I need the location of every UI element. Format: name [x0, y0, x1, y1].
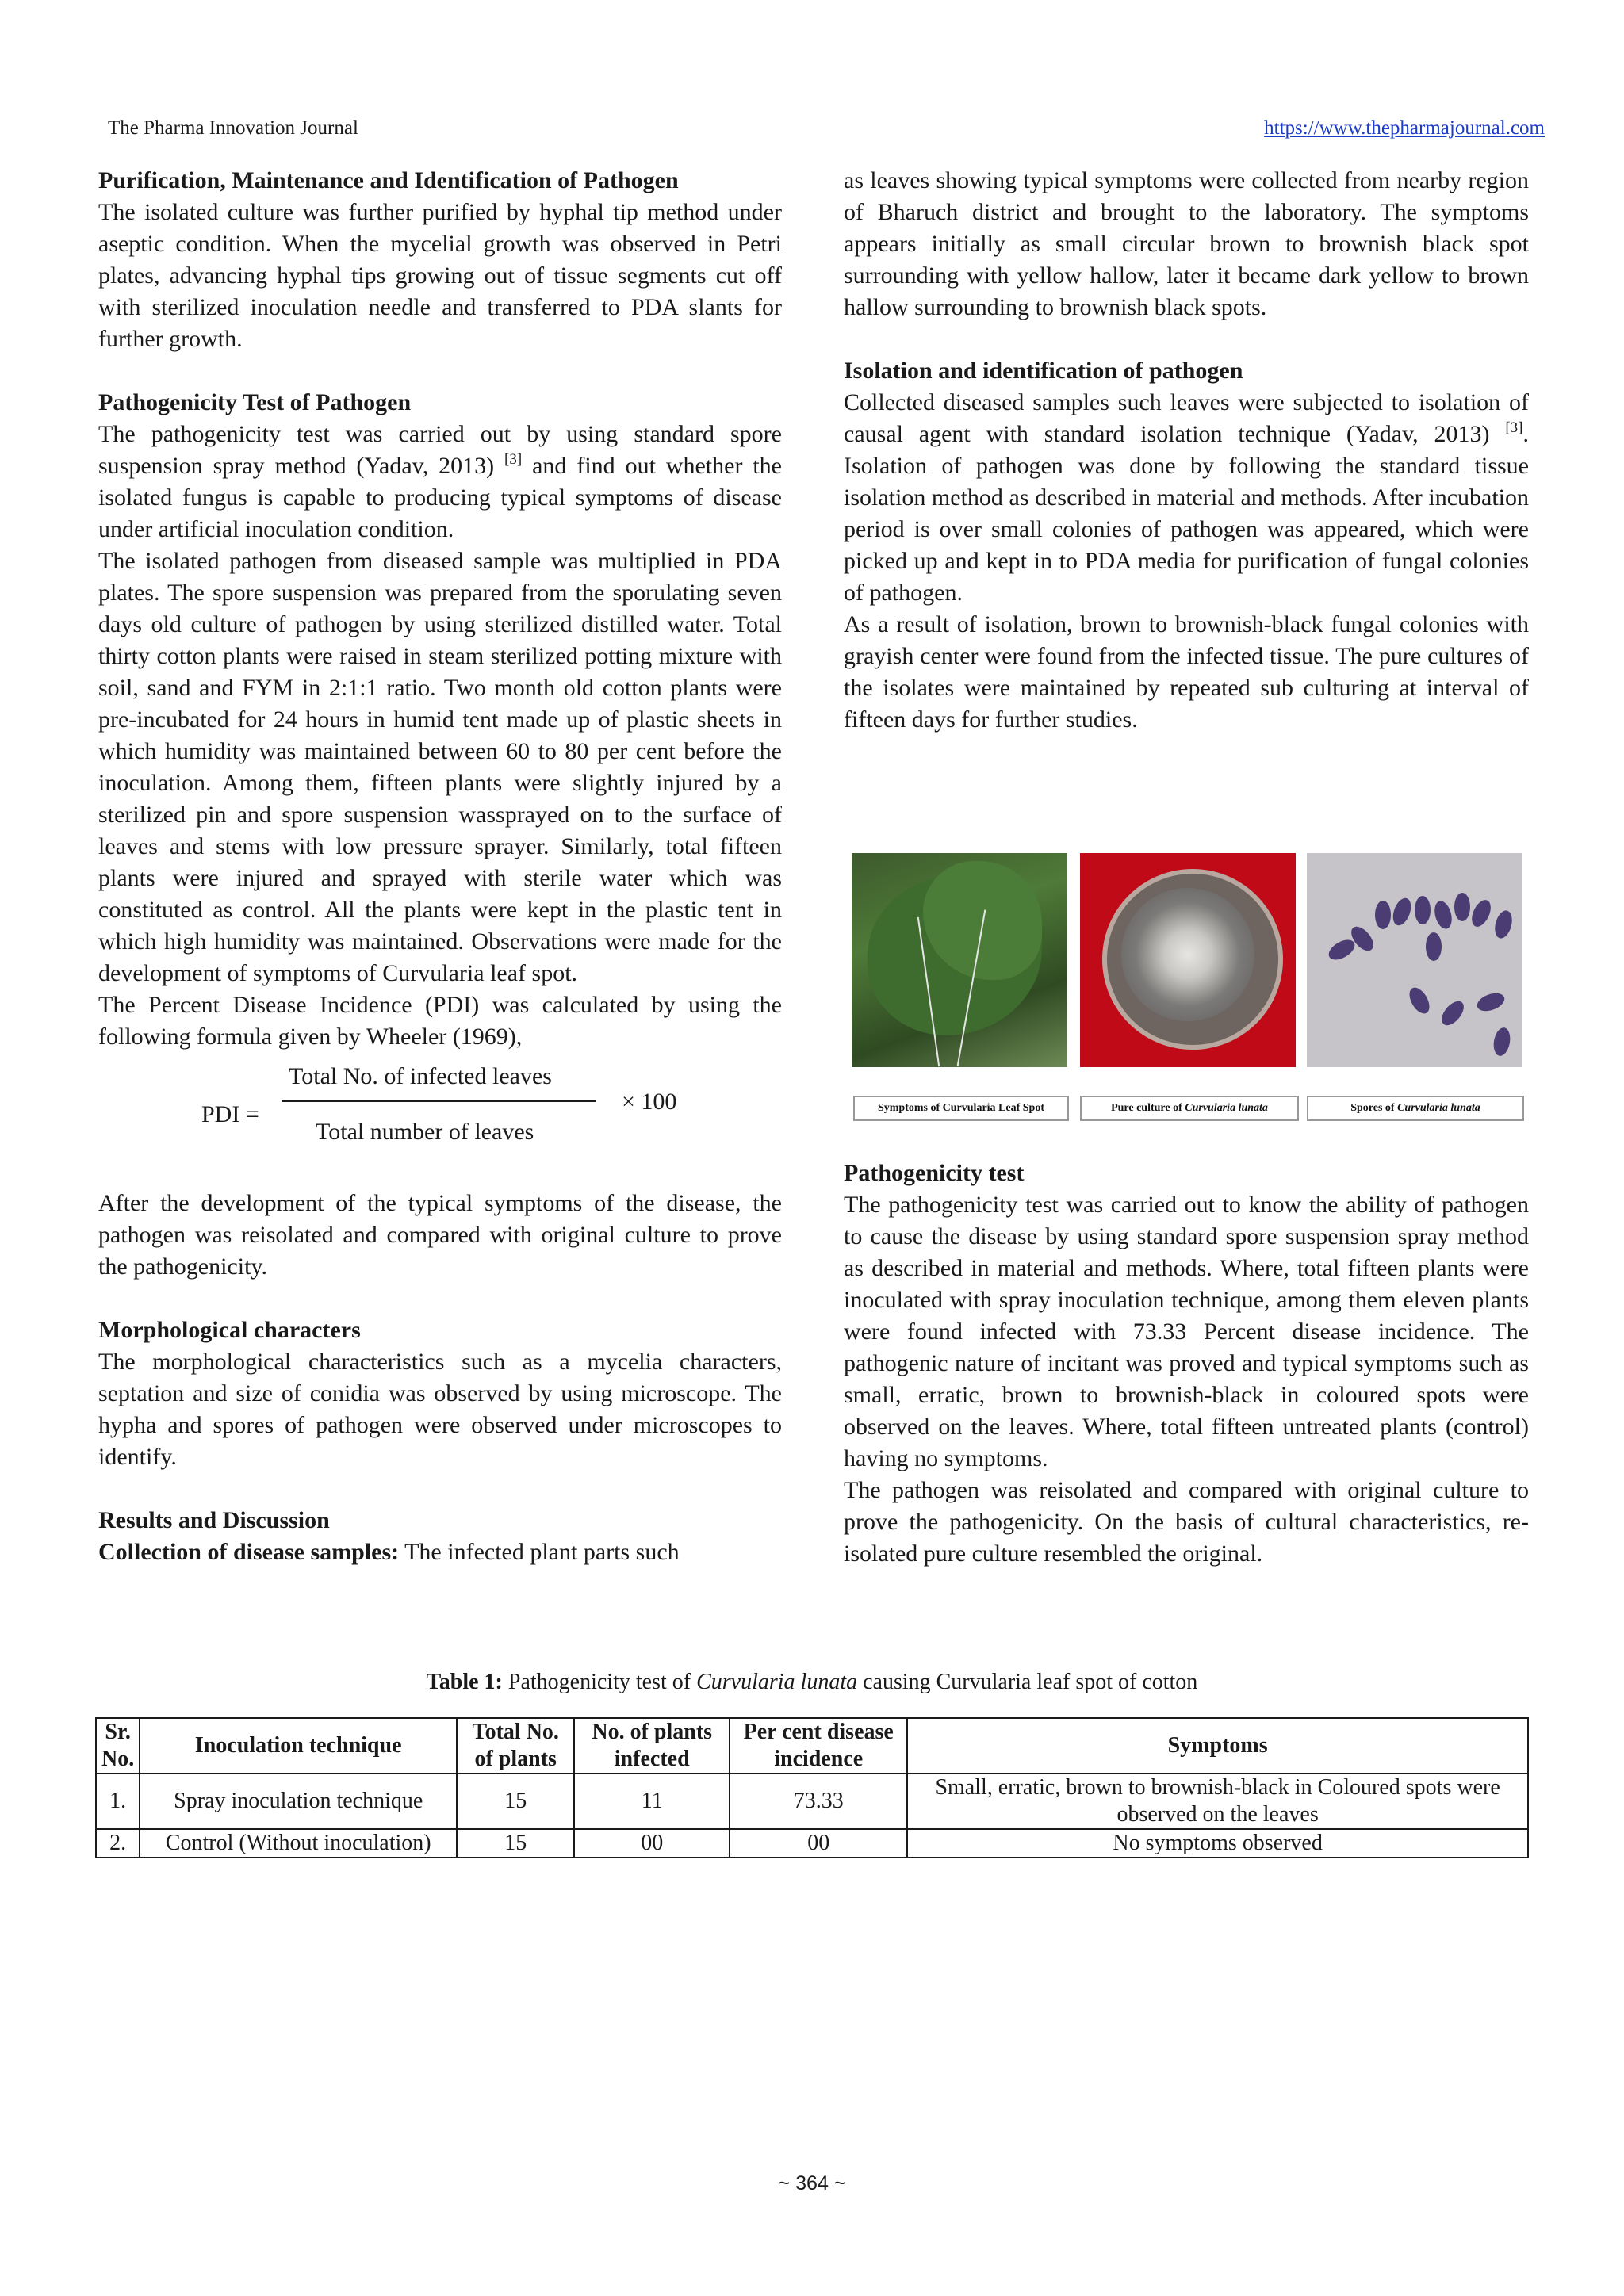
paragraph-pathogenicity-procedure: The isolated pathogen from diseased sample was multiplied in PDA plates. The spore suspension was prepared from the sporulating seven days old culture of pathogen by using sterilized distilled water. Total thirty cotton plants were raised in steam sterilized potting mixture with soil, sand and FYM in 2:1:1 ratio. Two month old cotton plants were pre-incubated for 24 hours in humid tent made up of plastic sheets in which humidity was maintained between 60 to 80 per cent before the inoculation. Among them, fifteen plants were slightly injured by a sterilized pin and spore suspension wassprayed on to the surface of leaves and stems with low pressure sprayer. Similarly, total fifteen plants were injured and sprayed with sterile water which was constituted as control. All the plants were kept in the plastic tent in which high humidity was maintained. Observations were made for the development of symptoms of Curvularia leaf spot.	[98, 548, 782, 986]
section-heading-purification: Purification, Maintenance and Identification of Pathogen	[98, 167, 679, 193]
table-row	[96, 1774, 1528, 1829]
journal-url-link[interactable]: https://www.thepharmajournal.com	[1264, 117, 1545, 139]
formula-denominator: Total number of leaves	[316, 1119, 534, 1145]
cell-sr: 1.	[96, 1774, 140, 1829]
paragraph-pdi-intro: The Percent Disease Incidence (PDI) was calculated by using the following formula given by Wheeler (1969),	[98, 992, 782, 1050]
right-column-lower	[844, 1158, 1529, 1570]
section-heading-morphology: Morphological characters	[98, 1317, 361, 1343]
section-heading-isolation: Isolation and identification of pathogen	[844, 358, 1243, 384]
right-column	[844, 165, 1529, 736]
header-symptoms: Symptoms	[907, 1718, 1528, 1774]
cell-symptoms: No symptoms observed	[907, 1829, 1528, 1858]
table-row	[96, 1829, 1528, 1858]
paragraph-isolation: Collected diseased samples such leaves were subjected to isolation of causal agent with standard isolation technique (Yadav, 2013) [3]. Isolation of pathogen was done by following the standard tissue isolation method as described in material and methods. After incubation period is over small colonies of pathogen was appeared, which were picked up and kept in to PDA media for purification of fungal colonies of pathogen.	[844, 389, 1529, 606]
symptoms-leaf-image	[852, 853, 1067, 1067]
header-technique: Inoculation technique	[140, 1718, 457, 1774]
pathogenicity-table	[95, 1717, 1529, 1858]
journal-name: The Pharma Innovation Journal	[108, 117, 358, 139]
paragraph-collection-continued: as leaves showing typical symptoms were collected from nearby region of Bharuch district and brought to the laboratory. The symptoms appears initially as small circular brown to brownish black spot surrounding with yellow hallow, later it became dark yellow to brown hallow surrounding to brownish black spots.	[844, 167, 1529, 320]
paragraph-isolation-result: As a result of isolation, brown to brownish-black fungal colonies with grayish center were found from the infected tissue. The pure cultures of the isolates were maintained by repeated sub culturing at interval of fifteen days for further studies.	[844, 611, 1529, 733]
paragraph-reisolation: After the development of the typical symptoms of the disease, the pathogen was reisolated and compared with original culture to prove the pathogenicity.	[98, 1190, 782, 1280]
cell-technique: Spray inoculation technique	[140, 1774, 457, 1829]
paragraph-pathogenicity-conclusion: The pathogen was reisolated and compared with original culture to prove the pathogenicity. On the basis of cultural characteristics, re-isolated pure culture resembled the original.	[844, 1477, 1529, 1567]
cell-total: 15	[457, 1774, 574, 1829]
header-sr-no: Sr. No.	[96, 1718, 140, 1774]
pdi-formula	[98, 1061, 782, 1180]
table-header-row	[96, 1718, 1528, 1774]
pure-culture-image	[1080, 853, 1296, 1067]
cell-sr: 2.	[96, 1829, 140, 1858]
header-total-plants: Total No. of plants	[457, 1718, 574, 1774]
formula-numerator: Total No. of infected leaves	[289, 1063, 552, 1089]
paragraph-purification: The isolated culture was further purified by hyphal tip method under aseptic condition. When the mycelial growth was observed in Petri plates, advancing hyphal tips growing out of tissue segments cut off with sterilized inoculation needle and transferred to PDA slants for further growth.	[98, 199, 782, 352]
cell-infected: 00	[574, 1829, 730, 1858]
left-column	[98, 165, 782, 1568]
paragraph-morphology: The morphological characteristics such as a mycelia characters, septation and size of conidia was observed by using microscope. The hypha and spores of pathogen were observed under microscopes to identify.	[98, 1349, 782, 1470]
cell-infected: 11	[574, 1774, 730, 1829]
header-plants-infected: No. of plants infected	[574, 1718, 730, 1774]
figure-caption-pure-culture: Pure culture of Curvularia lunata	[1080, 1096, 1299, 1121]
spores-image	[1307, 853, 1522, 1067]
formula-lhs: PDI =	[201, 1101, 259, 1127]
figure-caption-symptoms: Symptoms of Curvularia Leaf Spot	[853, 1096, 1069, 1121]
section-heading-pathogenicity-test: Pathogenicity test	[844, 1160, 1025, 1186]
paragraph-pathogenicity-result: The pathogenicity test was carried out to know the ability of pathogen to cause the disease by using standard spore suspension spray method as described in material and methods. Where, total fifteen plants were inoculated with spray inoculation technique, among them eleven plants were found infected with 73.33 Percent disease incidence. The pathogenic nature of incitant was proved and typical symptoms such as small, erratic, brown to brownish-black in coloured spots were observed on the leaves. Where, total fifteen untreated plants (control) having no symptoms.	[844, 1192, 1529, 1471]
citation-ref[interactable]: [3]	[1505, 419, 1523, 436]
formula-multiplier: × 100	[622, 1089, 677, 1115]
section-heading-results: Results and Discussion	[98, 1507, 330, 1533]
paragraph-pathogenicity-intro: The pathogenicity test was carried out by using standard spore suspension spray method (Yadav, 2013) [3] and find out whether the isolated fungus is capable to producing typical symptoms of disease under artificial inoculation condition.	[98, 421, 782, 542]
cell-incidence: 73.33	[730, 1774, 907, 1829]
cell-technique: Control (Without inoculation)	[140, 1829, 457, 1858]
cell-incidence: 00	[730, 1829, 907, 1858]
paragraph-collection: Collection of disease samples: The infected plant parts such	[98, 1539, 680, 1565]
cell-symptoms: Small, erratic, brown to brownish-black in Coloured spots were observed on the leaves	[907, 1774, 1528, 1829]
figure-pathogen-images	[852, 853, 1522, 1123]
fraction-bar	[282, 1100, 596, 1102]
table-caption: Table 1: Pathogenicity test of Curvularia lunata causing Curvularia leaf spot of cotton	[426, 1670, 1198, 1694]
section-heading-pathogenicity-method: Pathogenicity Test of Pathogen	[98, 389, 412, 415]
header-disease-incidence: Per cent disease incidence	[730, 1718, 907, 1774]
cell-total: 15	[457, 1829, 574, 1858]
page-number: ~ 364 ~	[778, 2172, 846, 2195]
citation-ref[interactable]: [3]	[504, 451, 523, 468]
figure-caption-spores: Spores of Curvularia lunata	[1307, 1096, 1524, 1121]
